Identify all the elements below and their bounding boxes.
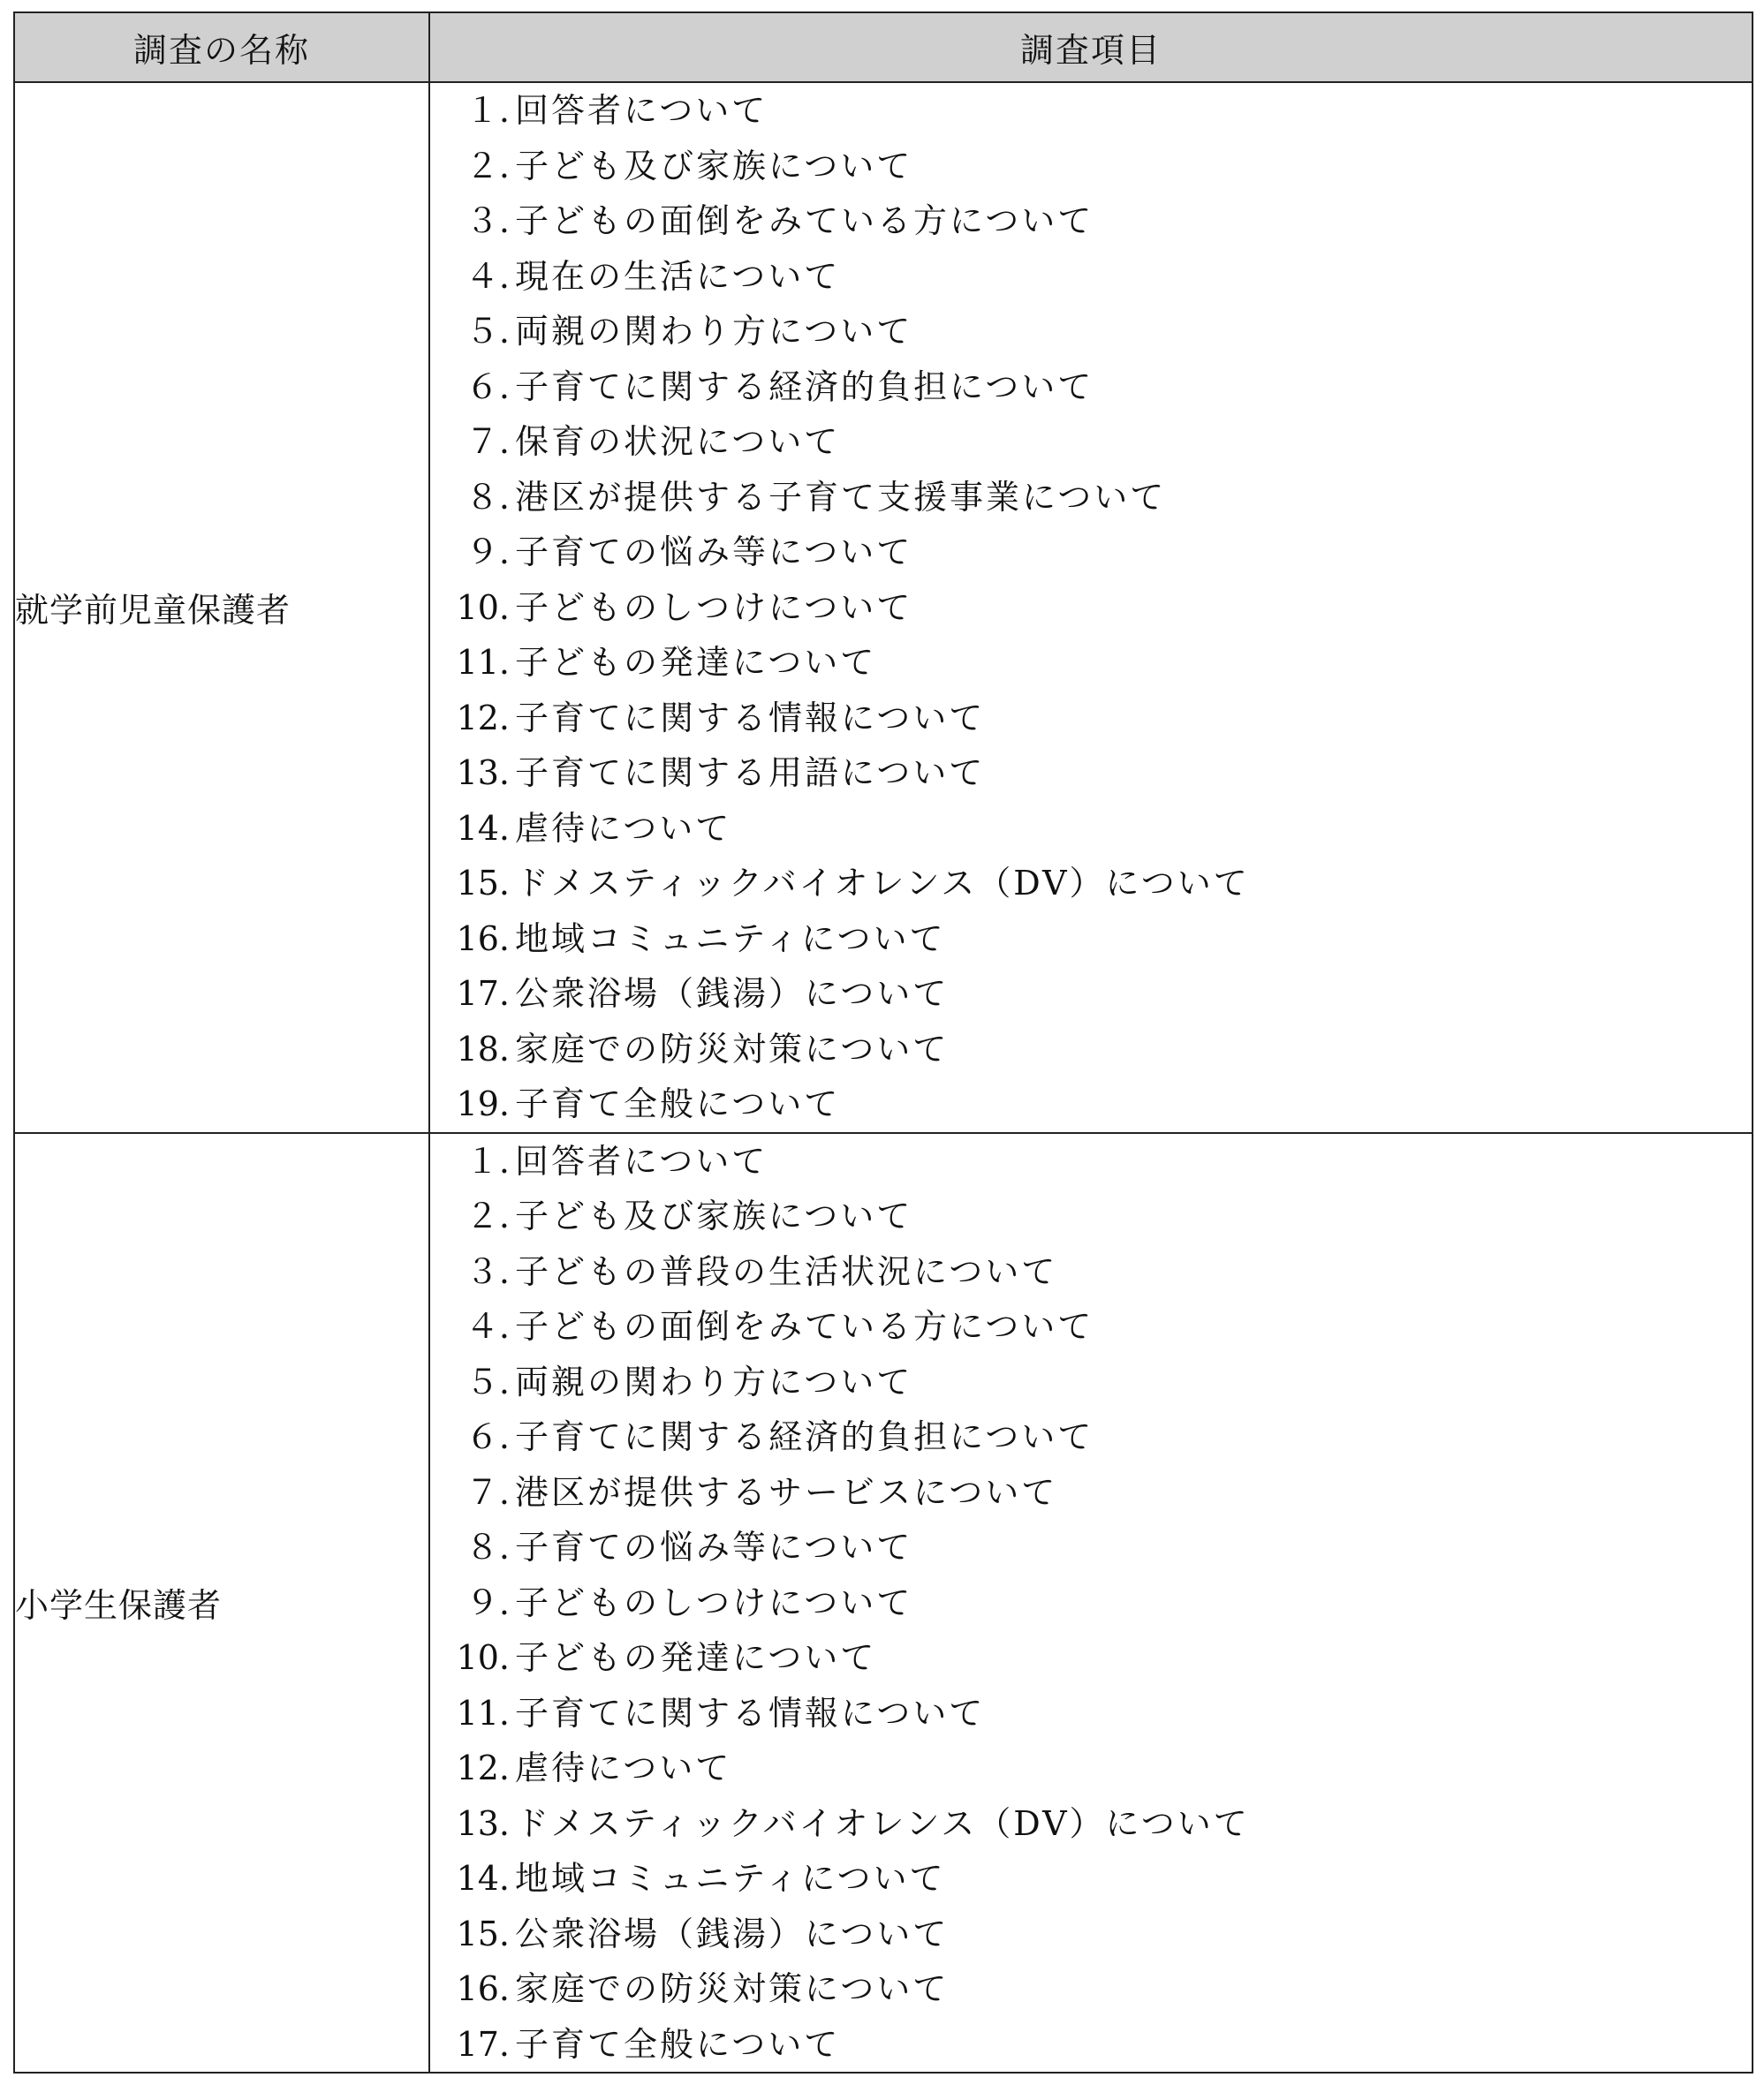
list-item	[430, 1022, 1752, 1077]
list-item	[430, 1244, 1752, 1300]
item-text: 地域コミュニティについて	[515, 1859, 946, 1898]
item-number: 10.	[456, 1638, 510, 1677]
item-text: 保育の状況について	[515, 422, 841, 461]
item-text: 両親の関わり方について	[515, 1362, 913, 1401]
list-item	[430, 83, 1752, 139]
list-item	[430, 1465, 1752, 1521]
item-number: 11.	[456, 1693, 510, 1733]
item-number: ４.	[465, 256, 510, 296]
list-item	[430, 1189, 1752, 1244]
list-item	[430, 359, 1752, 415]
list-item	[430, 1076, 1752, 1132]
header-row	[14, 12, 1753, 82]
item-text: 子育て全般について	[515, 1084, 841, 1123]
item-text: 港区が提供する子育て支援事業について	[515, 477, 1167, 517]
item-number: ９.	[465, 1583, 510, 1622]
item-text: ドメスティックバイオレンス（DV）について	[515, 864, 1250, 903]
survey-items-list	[430, 83, 1752, 1132]
list-item	[430, 414, 1752, 470]
item-number: 19.	[456, 1084, 510, 1123]
item-number: １.	[465, 91, 510, 130]
item-text: 家庭での防災対策について	[515, 1029, 950, 1069]
item-text: 子育てに関する経済的負担について	[515, 366, 1094, 406]
list-item	[430, 1686, 1752, 1741]
list-item	[430, 304, 1752, 359]
item-text: 子どもの面倒をみている方について	[515, 1307, 1094, 1346]
list-item	[430, 139, 1752, 194]
item-text: 回答者について	[515, 91, 768, 130]
item-number: ２.	[465, 1197, 510, 1235]
item-text: 子育ての悩み等について	[515, 533, 913, 571]
item-number: 16.	[456, 1969, 510, 2008]
list-item	[430, 911, 1752, 967]
item-number: ８.	[465, 477, 510, 517]
survey-items-cell	[429, 1133, 1753, 2074]
item-number: 15.	[456, 1914, 510, 1953]
list-item	[430, 1907, 1752, 1962]
item-text: ドメスティックバイオレンス（DV）について	[515, 1803, 1250, 1843]
list-item	[430, 801, 1752, 857]
item-number: 15.	[456, 864, 510, 903]
item-number: ３.	[465, 201, 510, 240]
list-item	[430, 1520, 1752, 1575]
item-number: ２.	[465, 146, 510, 185]
item-text: 公衆浴場（銭湯）について	[515, 974, 950, 1013]
item-number: ６.	[465, 1417, 510, 1456]
item-number: 18.	[456, 1029, 510, 1069]
item-number: ７.	[465, 422, 510, 461]
survey-items-cell	[429, 82, 1753, 1133]
list-item	[430, 1961, 1752, 2017]
item-text: 子どもの発達について	[515, 1638, 877, 1677]
item-text: 現在の生活について	[515, 256, 841, 296]
item-text: 子どものしつけについて	[515, 587, 913, 627]
item-number: 13.	[456, 753, 510, 792]
item-number: 13.	[456, 1803, 510, 1843]
item-number: ７.	[465, 1472, 510, 1512]
item-number: 14.	[456, 808, 510, 848]
survey-name-cell: 就学前児童保護者	[14, 82, 429, 1133]
list-item	[430, 470, 1752, 525]
item-text: 子どもの面倒をみている方について	[515, 201, 1094, 240]
item-text: 虐待について	[515, 1749, 732, 1787]
list-item	[430, 2017, 1752, 2073]
item-text: 子育てに関する用語について	[515, 753, 986, 792]
item-number: 12.	[456, 1749, 510, 1787]
list-item	[430, 1741, 1752, 1796]
item-number: 12.	[456, 698, 510, 737]
item-number: 17.	[456, 974, 510, 1013]
item-text: 両親の関わり方について	[515, 312, 913, 351]
list-item	[430, 1796, 1752, 1852]
list-item	[430, 635, 1752, 691]
item-number: 16.	[456, 918, 510, 958]
item-number: ５.	[465, 1362, 510, 1401]
item-number: ８.	[465, 1528, 510, 1567]
list-item	[430, 193, 1752, 249]
item-number: ３.	[465, 1251, 510, 1291]
item-text: 子育ての悩み等について	[515, 1528, 913, 1567]
survey-name-cell: 小学生保護者	[14, 1133, 429, 2074]
item-number: ４.	[465, 1307, 510, 1346]
item-text: 子ども及び家族について	[515, 146, 913, 185]
item-text: 子ども及び家族について	[515, 1197, 913, 1235]
item-number: 10.	[456, 587, 510, 627]
item-number: ６.	[465, 366, 510, 406]
list-item	[430, 1630, 1752, 1686]
survey-items-list	[430, 1134, 1752, 2073]
item-number: 14.	[456, 1859, 510, 1898]
item-text: 港区が提供するサービスについて	[515, 1472, 1058, 1512]
table-row	[14, 1133, 1753, 2074]
item-text: 虐待について	[515, 808, 732, 848]
list-item	[430, 1355, 1752, 1410]
list-item	[430, 691, 1752, 746]
list-item	[430, 1851, 1752, 1907]
list-item	[430, 1134, 1752, 1190]
item-text: 子どもの普段の生活状況について	[515, 1251, 1058, 1291]
list-item	[430, 966, 1752, 1022]
item-text: 子どもの発達について	[515, 643, 877, 682]
item-text: 家庭での防災対策について	[515, 1969, 950, 2008]
item-number: 11.	[456, 643, 510, 682]
item-number: １.	[465, 1141, 510, 1181]
item-text: 地域コミュニティについて	[515, 918, 946, 958]
survey-table	[13, 11, 1753, 2074]
table-header	[14, 12, 1753, 82]
item-text: 回答者について	[515, 1141, 768, 1181]
item-text: 子育てに関する情報について	[515, 698, 986, 737]
header-survey-items: 調査項目	[429, 12, 1753, 82]
item-number: ９.	[465, 533, 510, 571]
item-number: 17.	[456, 2024, 510, 2064]
item-text: 子育てに関する経済的負担について	[515, 1417, 1094, 1456]
item-text: 子育てに関する情報について	[515, 1693, 986, 1733]
item-text: 子育て全般について	[515, 2024, 841, 2064]
item-text: 公衆浴場（銭湯）について	[515, 1914, 950, 1953]
list-item	[430, 1299, 1752, 1355]
header-survey-name: 調査の名称	[14, 12, 429, 82]
list-item	[430, 1575, 1752, 1631]
table-body	[14, 82, 1753, 2073]
list-item	[430, 525, 1752, 580]
list-item	[430, 745, 1752, 801]
table-row	[14, 82, 1753, 1133]
item-number: ５.	[465, 312, 510, 351]
item-text: 子どものしつけについて	[515, 1583, 913, 1622]
list-item	[430, 1409, 1752, 1465]
list-item	[430, 249, 1752, 305]
list-item	[430, 580, 1752, 636]
list-item	[430, 856, 1752, 911]
